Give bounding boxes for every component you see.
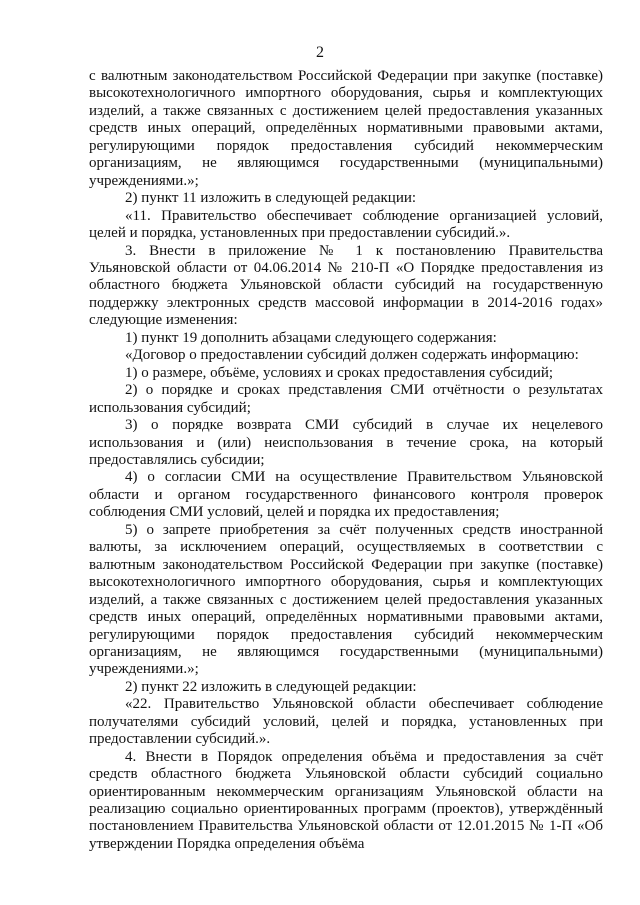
paragraph-3: «11. Правительство обеспечивает соблюдение организацией условий, целей и порядка, установленных при предоставлении субсидий.». <box>89 207 603 242</box>
document-body <box>89 68 603 853</box>
paragraph-7: 1) о размере, объёме, условиях и сроках предоставления субсидий; <box>125 364 554 381</box>
paragraph-12: 2) пункт 22 изложить в следующей редакции: <box>125 678 417 695</box>
page-number: 2 <box>316 44 324 61</box>
paragraph-8: 2) о порядке и сроках представления СМИ отчётности о результатах использования субсидий; <box>89 382 603 416</box>
paragraph-4: 3. Внести в приложение № 1 к постановлению Правительства Ульяновской области от 04.06.2014 № 210-П «О Порядке предоставления из областного бюджета Ульяновской области субсидий на государственную поддержку электронных средств массовой информации в 2014-2016 годах» следующие изменения: <box>89 242 603 329</box>
paragraph-13: «22. Правительство Ульяновской области обеспечивает соблюдение получателями субсидий условий, целей и порядка, установленных при предоставлении субсидий.». <box>89 696 603 748</box>
paragraph-11: 5) о запрете приобретения за счёт полученных средств иностранной валюты, за исключением операций, осуществляемых в соответствии с валютным законодательством Российской Федерации при закупке (поставке) высокотехнологичного импортного оборудования, сырья и комплектующих изделий, а также связанных с достижением целей предоставления указанных средств иных операций, определённых нормативными правовыми актами, регулирующими порядок предоставления субсидий некоммерческим организациям, не являющимся государственными (муниципальными) учреждениями.»; <box>89 521 603 678</box>
paragraph-5: 1) пункт 19 дополнить абзацами следующего содержания: <box>125 329 497 346</box>
paragraph-10: 4) о согласии СМИ на осуществление Правительством Ульяновской области и органом государственного финансового контроля проверок соблюдения СМИ условий, целей и порядка их предоставления; <box>89 469 603 521</box>
paragraph-6: «Договор о предоставлении субсидий должен содержать информацию: <box>125 347 579 364</box>
paragraph-1: с валютным законодательством Российской Федерации при закупке (поставке) высокотехнологичного импортного оборудования, сырья и комплектующих изделий, а также связанных с достижением целей предоставления указанных средств иных операций, определённых нормативными правовыми актами, регулирующими порядок предоставления субсидий некоммерческим организациям, не являющимся государственными (муниципальными) учреждениями.»; <box>89 68 603 189</box>
paragraph-2: 2) пункт 11 изложить в следующей редакции: <box>125 190 417 207</box>
paragraph-14: 4. Внести в Порядок определения объёма и предоставления за счёт средств областного бюджета Ульяновской области субсидий социально ориентированным некоммерческим организациям Ульяновской области на реализацию социально ориентированных программ (проектов), утверждённый постановлением Правительства Ульяновской области от 12.01.2015 № 1-П «Об утверждении Порядка определения объёма <box>89 748 603 852</box>
paragraph-9: 3) о порядке возврата СМИ субсидий в случае их нецелевого использования и (или) неиспользования в течение срока, на который предоставлялись субсидии; <box>89 417 603 468</box>
